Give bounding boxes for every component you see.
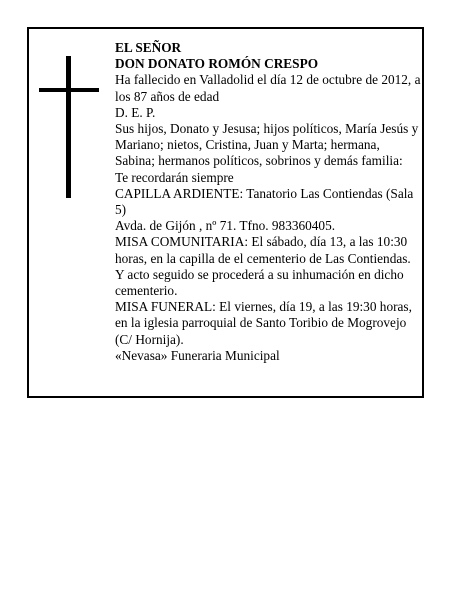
- chapel-text: CAPILLA ARDIENTE: Tanatorio Las Contiendas (Sala 5): [115, 185, 414, 218]
- address-text: Avda. de Gijón , nº 71. Tfno. 983360405.: [115, 218, 336, 234]
- cross-icon: [39, 56, 99, 198]
- cross-horizontal-bar: [39, 88, 99, 92]
- remembrance-text: Te recordarán siempre: [115, 169, 234, 185]
- funeral-mass-text: MISA FUNERAL: El viernes, día 19, a las 19:30 horas, en la iglesia parroquial de Santo Toribio de Mogrovejo (C/ Hornija).: [115, 299, 412, 347]
- community-mass-text: MISA COMUNITARIA: El sábado, día 13, a las 10:30 horas, en la capilla de el cementerio de Las Contiendas. Y acto seguido se procederá a su inhumación en dicho cementerio.: [115, 234, 411, 299]
- deceased-name: DON DONATO ROMÓN CRESPO: [115, 56, 319, 72]
- obituary-notice: [27, 27, 424, 398]
- family-text: Sus hijos, Donato y Jesusa; hijos políticos, María Jesús y Mariano; nietos, Cristina, Juan y Marta; hermana, Sabina; hermanos políticos, sobrinos y demás familia:: [115, 121, 419, 169]
- cross-vertical-bar: [66, 56, 71, 198]
- funeral-home-text: «Nevasa» Funeraria Municipal: [115, 347, 280, 363]
- rip-text: D. E. P.: [115, 104, 156, 120]
- notice-text: [115, 40, 421, 364]
- heading-line-1: EL SEÑOR: [115, 40, 182, 55]
- death-info: Ha fallecido en Valladolid el día 12 de octubre de 2012, a los 87 años de edad: [115, 72, 421, 104]
